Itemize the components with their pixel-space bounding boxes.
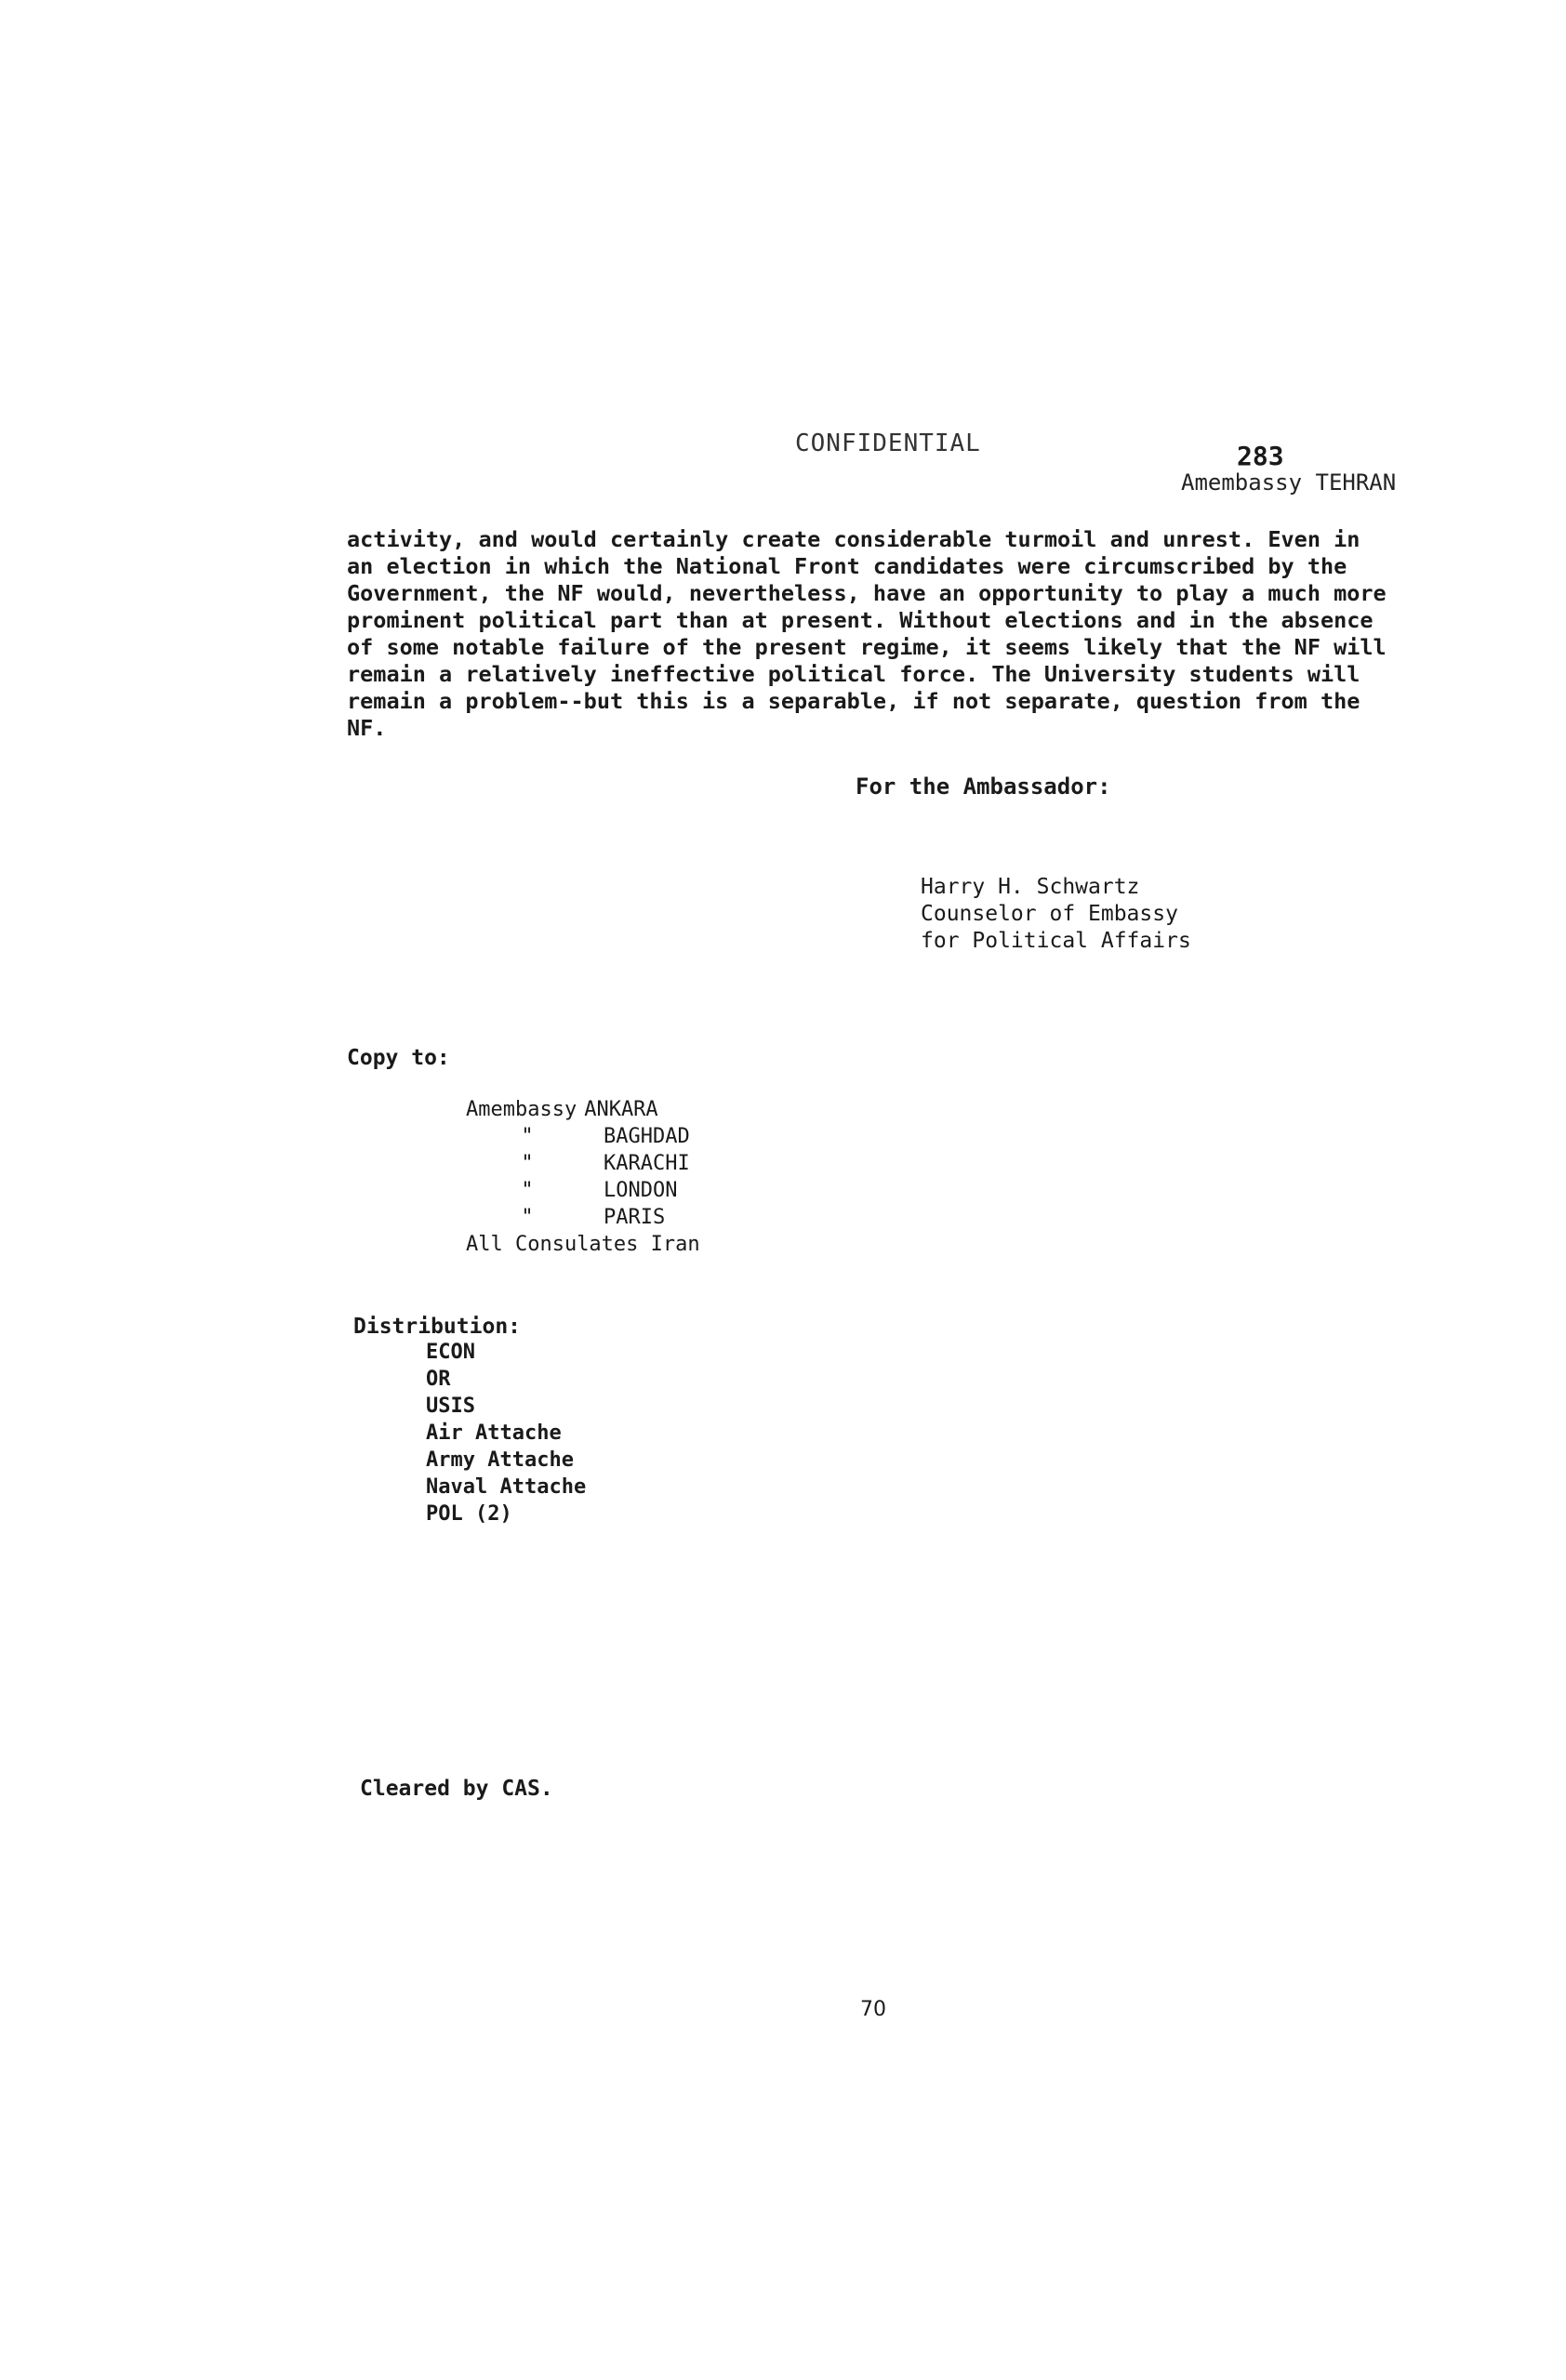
copy-to-label: Copy to:	[347, 1046, 450, 1070]
ditto-mark: "	[521, 1152, 534, 1175]
distribution-item: ECON	[426, 1341, 475, 1364]
embassy-post: Amembassy TEHRAN	[1181, 469, 1397, 496]
document-page-number: 283	[1237, 441, 1284, 471]
signer-title: Counselor of Embassy	[921, 902, 1178, 926]
footer-page-number: 70	[860, 1998, 886, 2021]
body-line: of some notable failure of the present regime, it seems likely that the NF will	[347, 634, 1387, 660]
copy-consulates: All Consulates Iran	[465, 1233, 700, 1256]
signer-title: for Political Affairs	[921, 929, 1191, 953]
for-ambassador-line: For the Ambassador:	[856, 774, 1111, 800]
ditto-mark: "	[521, 1179, 534, 1202]
ditto-mark: "	[521, 1206, 534, 1229]
body-line: activity, and would certainly create considerable turmoil and unrest. Even in	[347, 526, 1360, 552]
copy-city: LONDON	[603, 1179, 678, 1202]
body-line: remain a relatively ineffective political force. The University students will	[347, 661, 1360, 687]
copy-city: ANKARA	[584, 1098, 658, 1121]
distribution-item: POL (2)	[426, 1502, 512, 1526]
body-paragraph	[347, 526, 1398, 742]
copy-city: BAGHDAD	[603, 1125, 690, 1148]
body-line: Government, the NF would, nevertheless, have an opportunity to play a much more	[347, 580, 1387, 606]
distribution-list	[426, 1339, 586, 1527]
classification-marking: CONFIDENTIAL	[795, 430, 981, 457]
distribution-item: Naval Attache	[426, 1475, 587, 1499]
distribution-item: OR	[426, 1368, 451, 1391]
copy-prefix: Amembassy	[465, 1098, 577, 1121]
copy-row	[417, 1069, 700, 1121]
signer-name: Harry H. Schwartz	[921, 875, 1140, 899]
body-line: prominent political part than at present. Without elections and in the absence	[347, 607, 1374, 633]
distribution-item: Army Attache	[426, 1448, 574, 1472]
cleared-by-line: Cleared by CAS.	[360, 1777, 553, 1801]
signature-block	[921, 874, 1191, 955]
copy-city: KARACHI	[603, 1152, 690, 1175]
copy-to-list	[417, 1069, 700, 1256]
body-line: an election in which the National Front candidates were circumscribed by the	[347, 553, 1347, 579]
body-line: NF.	[347, 715, 387, 741]
ditto-mark: "	[521, 1125, 534, 1148]
body-line: remain a problem--but this is a separable, if not separate, question from the	[347, 688, 1360, 714]
distribution-item: USIS	[426, 1395, 475, 1418]
copy-city: PARIS	[603, 1206, 666, 1229]
distribution-label: Distribution:	[353, 1315, 522, 1339]
distribution-item: Air Attache	[426, 1421, 562, 1445]
